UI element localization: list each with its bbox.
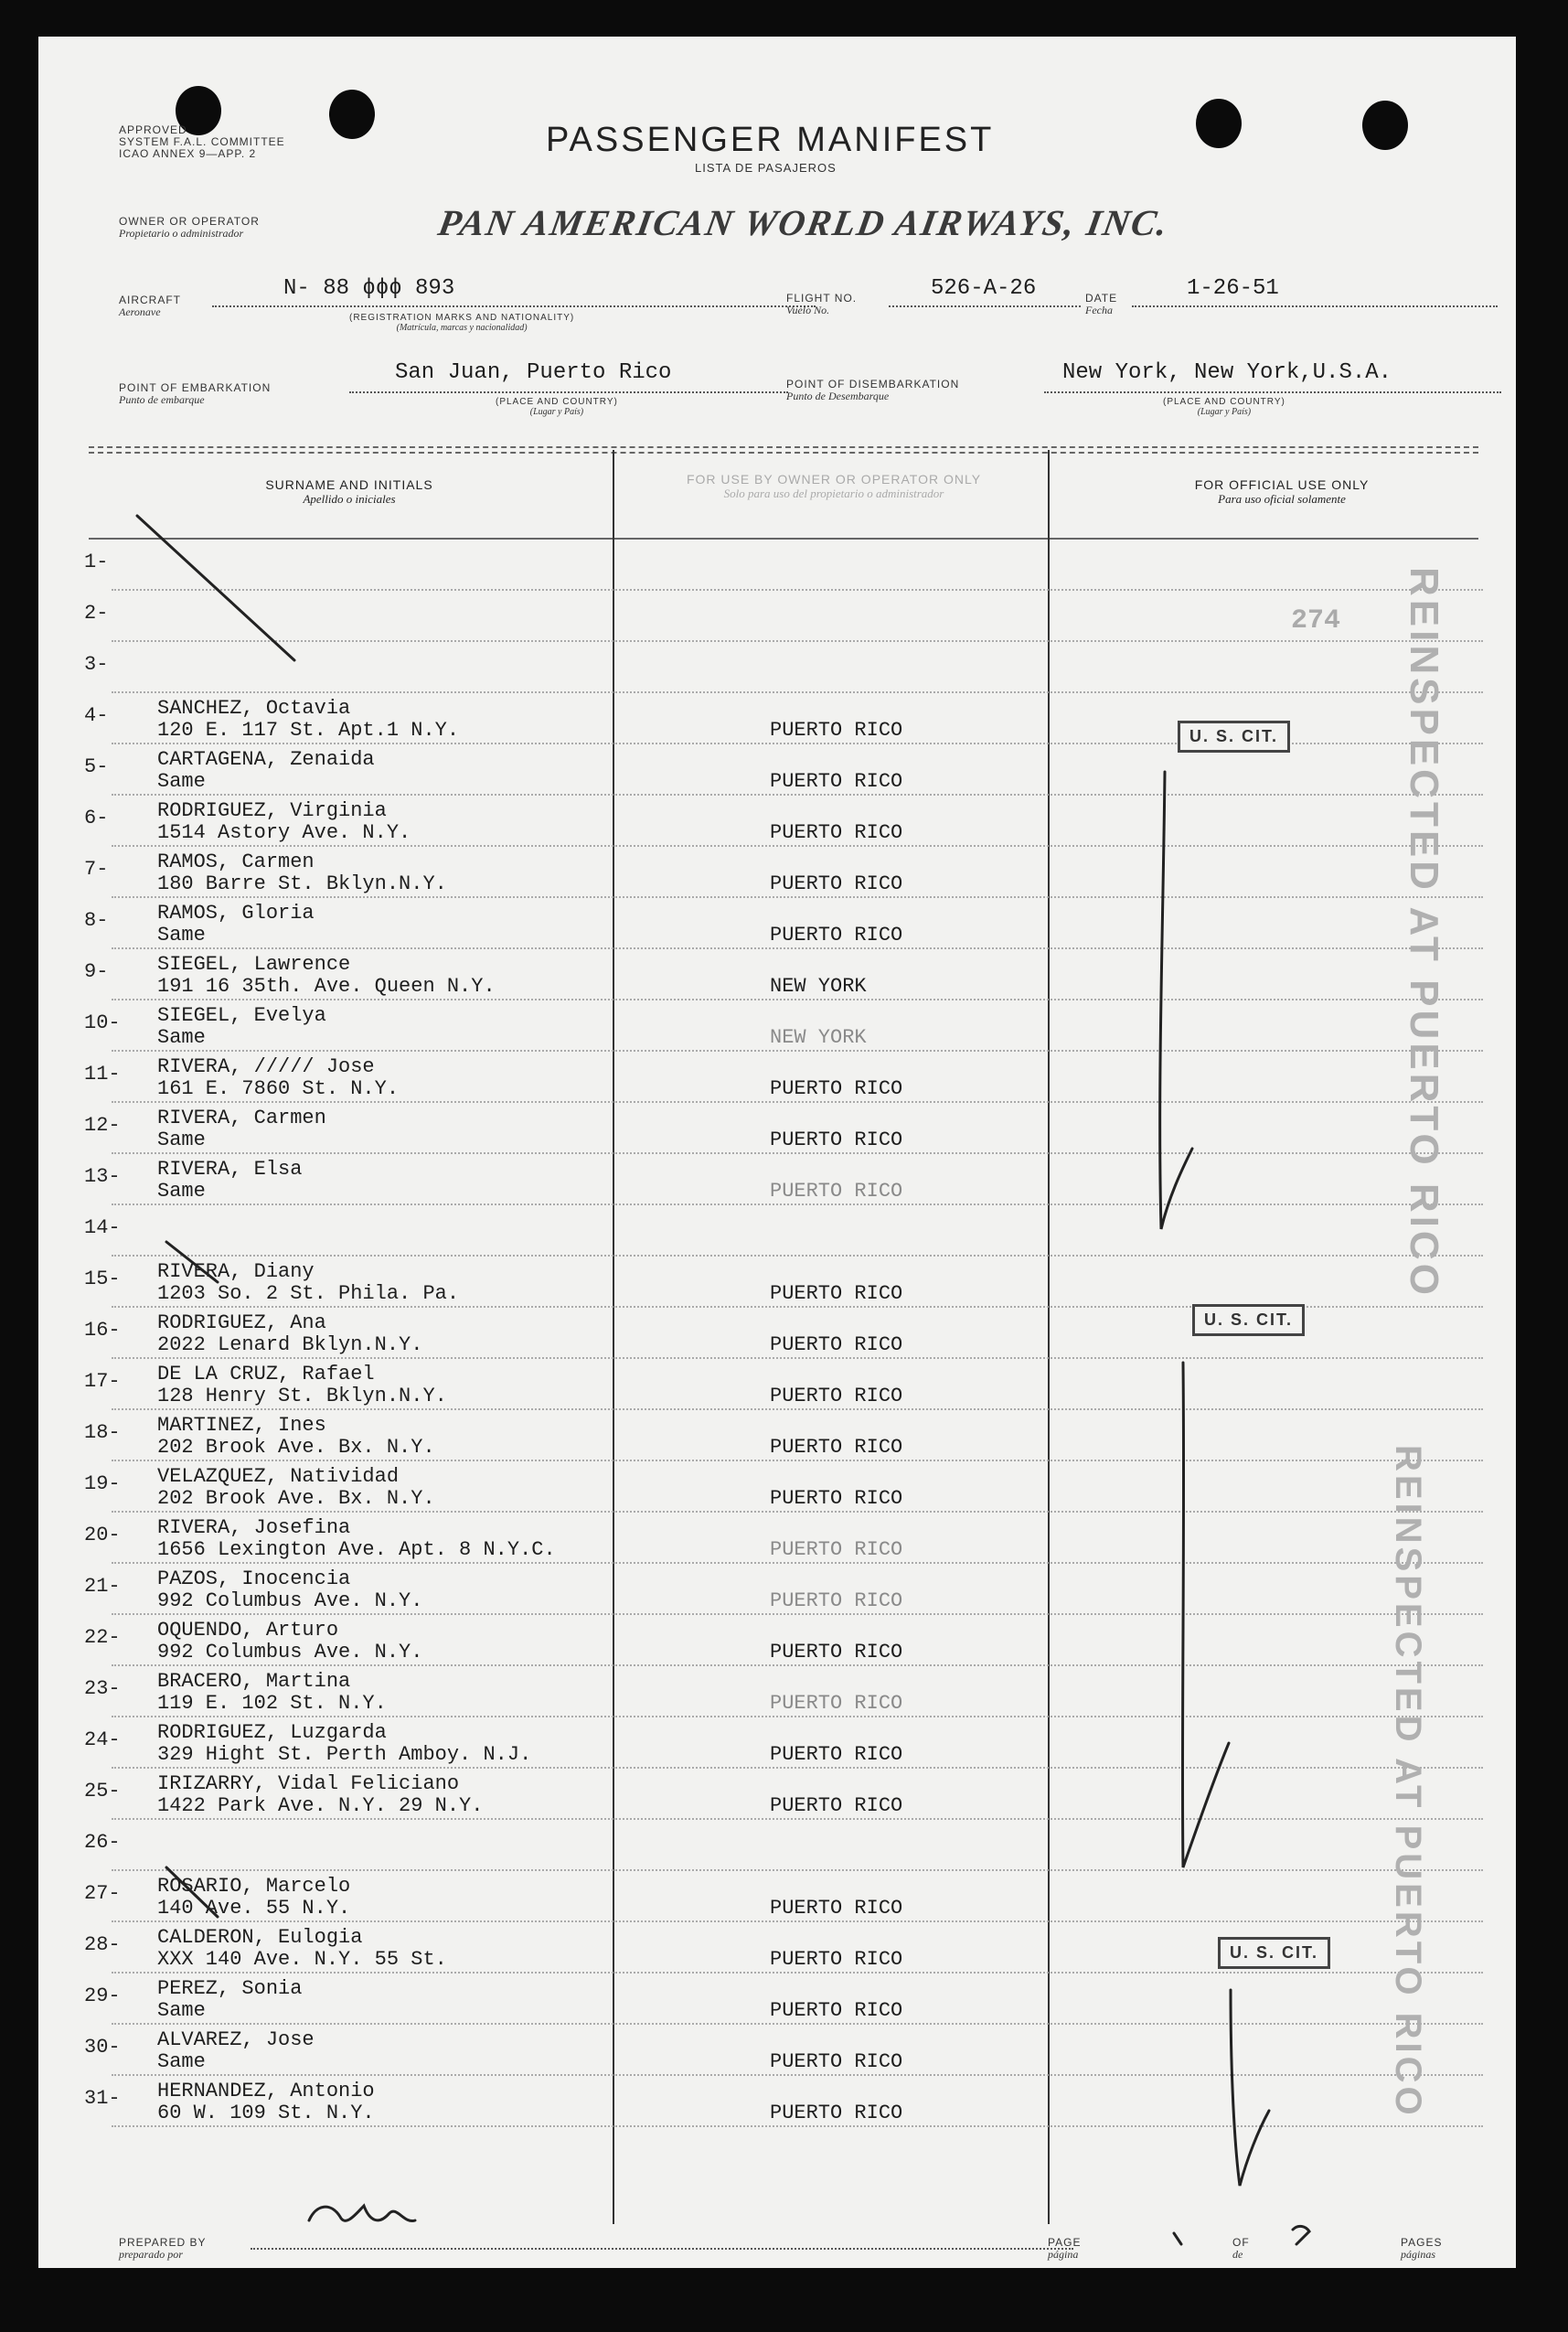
passenger-origin: PUERTO RICO	[770, 924, 903, 947]
passenger-name: BRACERO, Martina	[157, 1670, 351, 1693]
passenger-address: 202 Brook Ave. Bx. N.Y.	[157, 1487, 435, 1510]
flight-label: FLIGHT NO. Vuelo No.	[786, 292, 858, 316]
passenger-address: 1203 So. 2 St. Phila. Pa.	[157, 1282, 460, 1305]
passenger-name: RAMOS, Carmen	[157, 850, 315, 873]
passenger-name: OQUENDO, Arturo	[157, 1619, 339, 1642]
passenger-origin: PUERTO RICO	[770, 1999, 903, 2022]
passenger-address: Same	[157, 770, 206, 793]
row-number: 9-	[84, 960, 109, 983]
passenger-origin: PUERTO RICO	[770, 1385, 903, 1407]
passenger-origin: PUERTO RICO	[770, 1589, 903, 1612]
prepared-line	[251, 2248, 1073, 2250]
row-number: 28-	[84, 1933, 121, 1956]
passenger-name: SIEGEL, Evelya	[157, 1004, 326, 1027]
us-citizen-stamp: U. S. CIT.	[1178, 721, 1290, 753]
passenger-origin: PUERTO RICO	[770, 1487, 903, 1510]
passenger-name: VELAZQUEZ, Natividad	[157, 1465, 400, 1488]
row-number: 22-	[84, 1626, 121, 1649]
passenger-name: RODRIGUEZ, Virginia	[157, 799, 387, 822]
passenger-origin: PUERTO RICO	[770, 1282, 903, 1305]
page-title: PASSENGER MANIFEST	[546, 121, 995, 159]
passenger-address: 329 Hight St. Perth Amboy. N.J.	[157, 1743, 532, 1766]
reinspected-stamp: REINSPECTED AT PUERTO RICO	[1402, 567, 1446, 1299]
passenger-origin: NEW YORK	[770, 1026, 867, 1049]
passenger-name: RIVERA, Josefina	[157, 1516, 351, 1539]
passenger-origin: PUERTO RICO	[770, 821, 903, 844]
passenger-address: Same	[157, 924, 206, 947]
owner-name: PAN AMERICAN WORLD AIRWAYS, INC.	[435, 202, 1173, 243]
row-number: 6-	[84, 807, 109, 829]
passenger-address: XXX 140 Ave. N.Y. 55 St.	[157, 1948, 447, 1971]
pages-label: PAGES páginas	[1401, 2236, 1443, 2261]
embark-value: San Juan, Puerto Rico	[395, 360, 672, 385]
aircraft-label: AIRCRAFT Aeronave	[119, 294, 181, 318]
passenger-name: MARTINEZ, Ines	[157, 1414, 326, 1437]
passenger-origin: PUERTO RICO	[770, 2102, 903, 2124]
us-citizen-stamp: U. S. CIT.	[1218, 1937, 1330, 1969]
passenger-name: RIVERA, Carmen	[157, 1107, 326, 1129]
passenger-address: 180 Barre St. Bklyn.N.Y.	[157, 872, 447, 895]
passenger-origin: PUERTO RICO	[770, 1794, 903, 1817]
row-number: 18-	[84, 1421, 121, 1444]
passenger-origin: PUERTO RICO	[770, 1538, 903, 1561]
row-number: 27-	[84, 1882, 121, 1905]
signature	[309, 2206, 415, 2221]
passenger-name: PAZOS, Inocencia	[157, 1567, 351, 1590]
row-number: 7-	[84, 858, 109, 881]
row-number: 30-	[84, 2036, 121, 2059]
passenger-origin: PUERTO RICO	[770, 1897, 903, 1920]
passenger-origin: PUERTO RICO	[770, 1641, 903, 1663]
passenger-address: 191 16 35th. Ave. Queen N.Y.	[157, 975, 496, 998]
passenger-name: SIEGEL, Lawrence	[157, 953, 351, 976]
row-number: 13-	[84, 1165, 121, 1188]
row-number: 25-	[84, 1780, 121, 1802]
passenger-origin: PUERTO RICO	[770, 770, 903, 793]
passenger-name: DE LA CRUZ, Rafael	[157, 1363, 375, 1385]
passenger-name: ALVAREZ, Jose	[157, 2028, 315, 2051]
row-number: 4-	[84, 704, 109, 727]
prepared-label: PREPARED BY preparado por	[119, 2236, 207, 2261]
row-number: 17-	[84, 1370, 121, 1393]
embark-place-caption: (PLACE AND COUNTRY) (Lugar y País)	[496, 397, 618, 417]
passenger-address: Same	[157, 1999, 206, 2022]
passenger-address: 202 Brook Ave. Bx. N.Y.	[157, 1436, 435, 1459]
passenger-origin: PUERTO RICO	[770, 719, 903, 742]
check-arrow-1	[1160, 772, 1192, 1229]
passenger-origin: NEW YORK	[770, 975, 867, 998]
passenger-address: Same	[157, 1026, 206, 1049]
row-number: 3-	[84, 653, 109, 676]
approval-block: APPROVED SYSTEM F.A.L. COMMITTEE ICAO ANNEX 9—APP. 2	[119, 123, 285, 160]
row-number: 14-	[84, 1216, 121, 1239]
passenger-name: SANCHEZ, Octavia	[157, 697, 351, 720]
row-number: 11-	[84, 1063, 121, 1086]
passenger-origin: PUERTO RICO	[770, 2050, 903, 2073]
passenger-address: 2022 Lenard Bklyn.N.Y.	[157, 1333, 423, 1356]
date-label: DATE Fecha	[1085, 292, 1118, 316]
passenger-name: PEREZ, Sonia	[157, 1977, 303, 2000]
date-value: 1-26-51	[1187, 276, 1279, 301]
passenger-name: RAMOS, Gloria	[157, 902, 315, 925]
passenger-origin: PUERTO RICO	[770, 1948, 903, 1971]
row-number: 10-	[84, 1011, 121, 1034]
col-head-operator: FOR USE BY OWNER OR OPERATOR ONLY Solo para uso del propietario o administrador	[686, 472, 982, 500]
of-label: OF de	[1232, 2236, 1250, 2261]
row-number: 23-	[84, 1677, 121, 1700]
passenger-address: 161 E. 7860 St. N.Y.	[157, 1077, 400, 1100]
passenger-origin: PUERTO RICO	[770, 1743, 903, 1766]
passenger-name: ROSARIO, Marcelo	[157, 1875, 351, 1898]
passenger-name: HERNANDEZ, Antonio	[157, 2080, 375, 2102]
stamp-number: 274	[1291, 605, 1341, 636]
page-label: PAGE página	[1048, 2236, 1082, 2261]
disembark-label: POINT OF DISEMBARKATION Punto de Desembarque	[786, 378, 960, 402]
row-number: 24-	[84, 1728, 121, 1751]
us-citizen-stamp: U. S. CIT.	[1192, 1304, 1305, 1336]
manifest-sheet	[38, 37, 1516, 2268]
passenger-address: 140 Ave. 55 N.Y.	[157, 1897, 351, 1920]
passenger-address: 1656 Lexington Ave. Apt. 8 N.Y.C.	[157, 1538, 556, 1561]
col-head-surname: SURNAME AND INITIALS Apellido o iniciales	[265, 477, 433, 506]
check-arrow-2	[1182, 1363, 1229, 1867]
row-number: 15-	[84, 1268, 121, 1290]
embark-label: POINT OF EMBARKATION Punto de embarque	[119, 381, 272, 406]
passenger-name: RIVERA, Diany	[157, 1260, 315, 1283]
passenger-address: 60 W. 109 St. N.Y.	[157, 2102, 375, 2124]
row-number: 29-	[84, 1984, 121, 2007]
owner-label: OWNER OR OPERATOR Propietario o administrador	[119, 215, 260, 240]
aircraft-value: N- 88 ɸɸɸ 893	[283, 276, 455, 301]
passenger-address: 128 Henry St. Bklyn.N.Y.	[157, 1385, 447, 1407]
passenger-name: CALDERON, Eulogia	[157, 1926, 363, 1949]
passenger-address: Same	[157, 1129, 206, 1151]
row-number: 12-	[84, 1114, 121, 1137]
disembark-place-caption: (PLACE AND COUNTRY) (Lugar y País)	[1163, 397, 1285, 417]
passenger-origin: PUERTO RICO	[770, 1129, 903, 1151]
passenger-origin: PUERTO RICO	[770, 1180, 903, 1203]
strike-rows-1-3	[137, 516, 294, 660]
row-number: 26-	[84, 1831, 121, 1854]
passenger-address: 1422 Park Ave. N.Y. 29 N.Y.	[157, 1794, 484, 1817]
strike-row-26	[166, 1867, 218, 1917]
passenger-origin: PUERTO RICO	[770, 1436, 903, 1459]
col-head-official: FOR OFFICIAL USE ONLY Para uso oficial solamente	[1194, 477, 1370, 506]
passenger-name: IRIZARRY, Vidal Feliciano	[157, 1772, 460, 1795]
page-subtitle: LISTA DE PASAJEROS	[695, 161, 837, 175]
passenger-address: 992 Columbus Ave. N.Y.	[157, 1589, 423, 1612]
passenger-origin: PUERTO RICO	[770, 1692, 903, 1715]
row-number: 16-	[84, 1319, 121, 1342]
passenger-address: 992 Columbus Ave. N.Y.	[157, 1641, 423, 1663]
row-number: 5-	[84, 755, 109, 778]
passenger-name: RIVERA, ///// Jose	[157, 1055, 375, 1078]
row-number: 8-	[84, 909, 109, 932]
row-number: 31-	[84, 2087, 121, 2110]
passenger-address: Same	[157, 1180, 206, 1203]
row-number: 1-	[84, 551, 109, 573]
passenger-name: RODRIGUEZ, Ana	[157, 1311, 326, 1334]
registration-caption: (REGISTRATION MARKS AND NATIONALITY) (Matrícula, marcas y nacionalidad)	[349, 313, 575, 333]
check-arrow-3	[1231, 1990, 1269, 2186]
flight-value: 526-A-26	[931, 276, 1037, 301]
passenger-origin: PUERTO RICO	[770, 872, 903, 895]
passenger-address: Same	[157, 2050, 206, 2073]
passenger-name: RODRIGUEZ, Luzgarda	[157, 1721, 387, 1744]
strike-row-14	[166, 1242, 218, 1282]
row-number: 19-	[84, 1472, 121, 1495]
reinspected-stamp: REINSPECTED AT PUERTO RICO	[1388, 1445, 1428, 2119]
row-number: 2-	[84, 602, 109, 625]
passenger-address: 120 E. 117 St. Apt.1 N.Y.	[157, 719, 460, 742]
passenger-name: RIVERA, Elsa	[157, 1158, 303, 1181]
passenger-address: 119 E. 102 St. N.Y.	[157, 1692, 387, 1715]
passenger-address: 1514 Astory Ave. N.Y.	[157, 821, 411, 844]
passenger-name: CARTAGENA, Zenaida	[157, 748, 375, 771]
passenger-origin: PUERTO RICO	[770, 1333, 903, 1356]
passenger-origin: PUERTO RICO	[770, 1077, 903, 1100]
disembark-value: New York, New York,U.S.A.	[1062, 360, 1392, 385]
handwritten-marks	[38, 37, 1516, 2268]
row-number: 20-	[84, 1524, 121, 1546]
row-number: 21-	[84, 1575, 121, 1598]
